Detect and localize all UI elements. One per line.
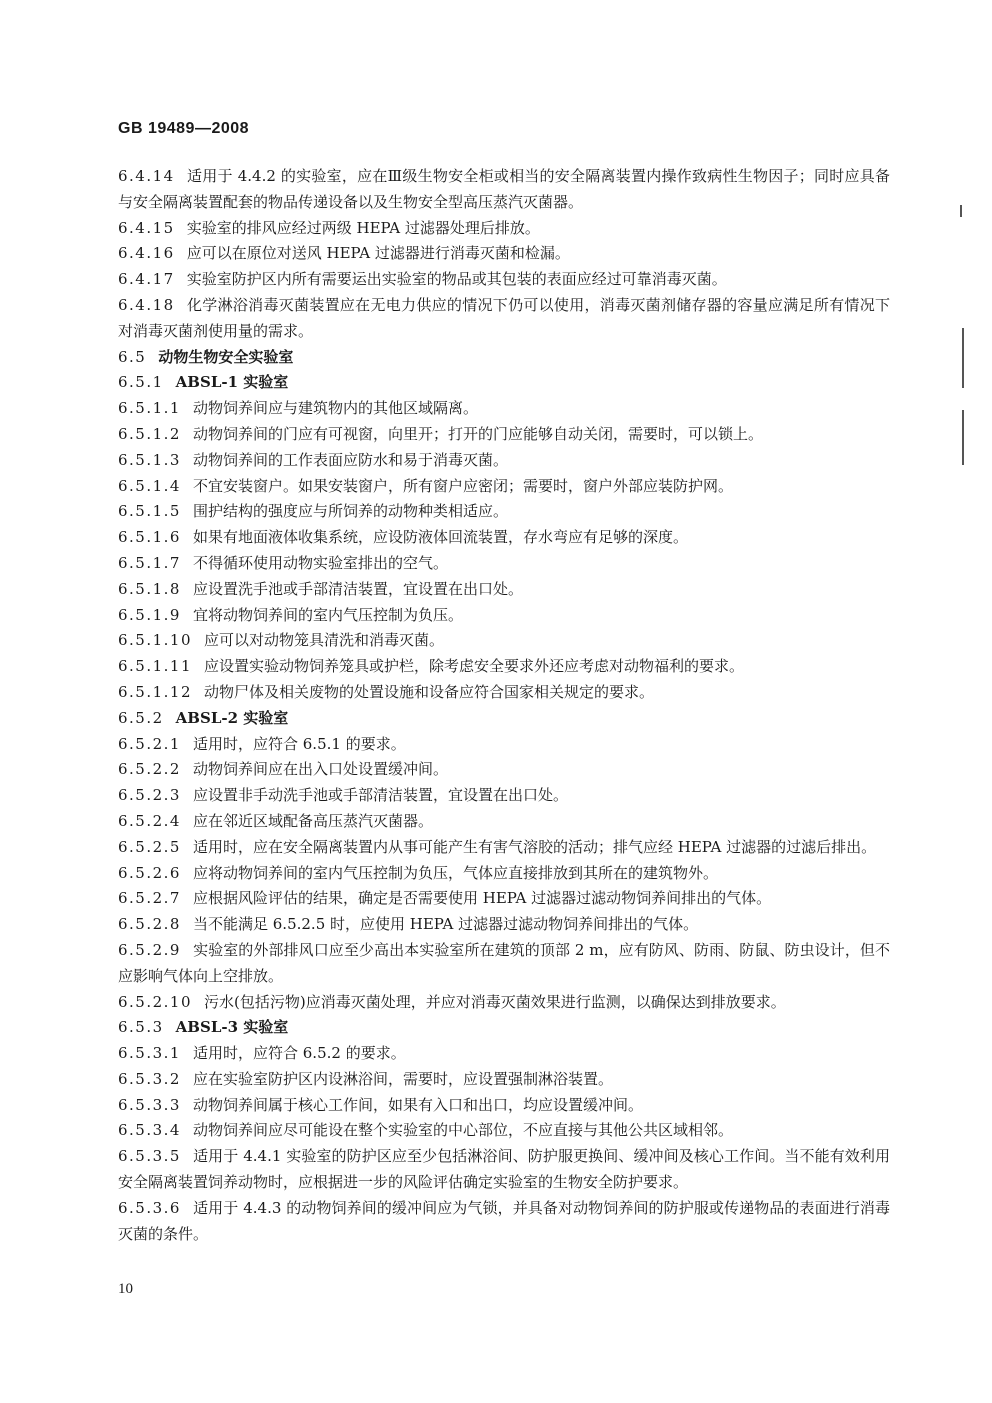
clause-text: 污水(包括污物)应消毒灭菌处理，并应对消毒灭菌效果进行监测，以确保达到排放要求。 [204,992,786,1011]
clause-text: 适用时，应符合 6.5.2 的要求。 [192,1044,406,1063]
clause-text: 动物饲养间应与建筑物内的其他区域隔离。 [192,399,478,418]
clause-paragraph [118,422,890,448]
clause-number: 6.5.2.7 [118,889,181,908]
clause-text: 适用于 4.4.3 的动物饲养间的缓冲间应为气锁，并具备对动物饲养间的防护服或传递物品的表面进行消毒灭菌的条件。 [118,1198,890,1243]
clause-number: 6.5.2.1 [118,734,181,753]
clause-paragraph [118,577,890,603]
clause-number: 6.5.1.8 [118,579,181,598]
clause-paragraph [118,551,890,577]
clause-text: 实验室的外部排风口应至少高出本实验室所在建筑的顶部 2 m，应有防风、防雨、防鼠、防虫设计，但不应影响气体向上空排放。 [118,940,890,985]
clause-text: 实验室防护区内所有需要运出实验室的物品或其包装的表面应经过可靠消毒灭菌。 [186,270,727,289]
clause-number: 6.5.1.4 [118,476,181,495]
clause-paragraph [118,1144,890,1196]
page-number: 10 [118,1281,133,1297]
clause-paragraph [118,1093,890,1119]
clause-number: 6.5.1.5 [118,502,181,521]
clause-paragraph [118,886,890,912]
clause-number: 6.5.2.2 [118,760,181,779]
clause-number: 6.5 [118,347,147,366]
clause-text: 不宜安装窗户。如果安装窗户，所有窗户应密闭；需要时，窗户外部应装防护网。 [192,476,733,495]
clause-number: 6.5.1 [118,373,164,392]
clause-paragraph [118,241,890,267]
clause-number: 6.5.2 [118,708,164,727]
clause-text: 动物饲养间应尽可能设在整个实验室的中心部位，不应直接与其他公共区域相邻。 [192,1121,733,1140]
clause-number: 6.4.17 [118,270,175,289]
clause-paragraph [118,293,890,345]
clause-text: 动物饲养间应在出入口处设置缓冲间。 [192,760,448,779]
document-body [118,164,890,1247]
clause-number: 6.5.3 [118,1018,164,1037]
clause-number: 6.5.1.9 [118,605,181,624]
section-heading [118,1015,890,1041]
clause-paragraph [118,835,890,861]
clause-paragraph [118,1041,890,1067]
clause-text: 应设置洗手池或手部清洁装置，宜设置在出口处。 [192,579,523,598]
clause-number: 6.5.3.6 [118,1198,181,1217]
clause-paragraph [118,680,890,706]
clause-text: 应在邻近区域配备高压蒸汽灭菌器。 [192,811,433,830]
clause-paragraph [118,499,890,525]
clause-text: 应根据风险评估的结果，确定是否需要使用 HEPA 过滤器过滤动物饲养间排出的气体。 [192,889,772,908]
clause-number: 6.5.2.10 [118,992,193,1011]
clause-number: 6.5.1.6 [118,528,181,547]
clause-text: 动物饲养间属于核心工作间，如果有入口和出口，均应设置缓冲间。 [192,1095,643,1114]
clause-text: 实验室的排风应经过两级 HEPA 过滤器处理后排放。 [186,218,540,237]
clause-number: 6.5.1.1 [118,399,181,418]
clause-paragraph [118,783,890,809]
clause-paragraph [118,164,890,216]
clause-number: 6.5.1.3 [118,450,181,469]
clause-paragraph [118,216,890,242]
clause-number: 6.5.2.5 [118,837,181,856]
clause-text: 动物生物安全实验室 [158,347,294,366]
clause-paragraph [118,267,890,293]
clause-paragraph [118,861,890,887]
clause-number: 6.4.16 [118,244,175,263]
clause-text: 应设置实验动物饲养笼具或护栏，除考虑安全要求外还应考虑对动物福利的要求。 [204,657,745,676]
clause-number: 6.5.1.12 [118,682,193,701]
clause-text: ABSL-1 实验室 [175,373,289,392]
clause-number: 6.4.18 [118,295,175,314]
section-heading [118,706,890,732]
clause-text: 应将动物饲养间的室内气压控制为负压，气体应直接排放到其所在的建筑物外。 [192,863,718,882]
clause-number: 6.4.15 [118,218,175,237]
clause-paragraph [118,525,890,551]
clause-number: 6.5.3.5 [118,1147,181,1166]
clause-text: 不得循环使用动物实验室排出的空气。 [192,553,448,572]
clause-text: 宜将动物饲养间的室内气压控制为负压。 [192,605,463,624]
clause-text: 适用时，应在安全隔离装置内从事可能产生有害气溶胶的活动；排气应经 HEPA 过滤器的过滤后排出。 [192,837,877,856]
section-heading [118,345,890,371]
clause-number: 6.5.2.9 [118,940,181,959]
clause-number: 6.4.14 [118,167,175,185]
clause-number: 6.5.2.3 [118,786,181,805]
clause-number: 6.5.2.6 [118,863,181,882]
clause-number: 6.5.1.2 [118,424,181,443]
clause-number: 6.5.2.4 [118,811,181,830]
clause-number: 6.5.1.7 [118,553,181,572]
clause-text: 围护结构的强度应与所饲养的动物种类相适应。 [192,502,508,521]
clause-paragraph [118,1196,890,1248]
clause-paragraph [118,474,890,500]
document-header: GB 19489—2008 [118,120,250,137]
clause-paragraph [118,757,890,783]
clause-number: 6.5.3.2 [118,1069,181,1088]
clause-text: 适用于 4.4.2 的实验室，应在Ⅲ级生物安全柜或相当的安全隔离装置内操作致病性生物因子；同时应具备与安全隔离装置配套的物品传递设备以及生物安全型高压蒸汽灭菌器。 [118,167,890,211]
clause-number: 6.5.1.11 [118,657,193,676]
clause-text: 适用时，应符合 6.5.1 的要求。 [192,734,406,753]
clause-paragraph [118,990,890,1016]
clause-paragraph [118,448,890,474]
clause-paragraph [118,396,890,422]
clause-text: 应可以对动物笼具清洗和消毒灭菌。 [204,631,445,650]
clause-text: 化学淋浴消毒灭菌装置应在无电力供应的情况下仍可以使用，消毒灭菌剂储存器的容量应满足所有情况下对消毒灭菌剂使用量的需求。 [118,295,890,340]
margin-mark [960,205,962,217]
clause-paragraph [118,654,890,680]
clause-number: 6.5.3.1 [118,1044,181,1063]
clause-paragraph [118,603,890,629]
clause-text: 当不能满足 6.5.2.5 时，应使用 HEPA 过滤器过滤动物饲养间排出的气体。 [192,915,699,934]
clause-paragraph [118,912,890,938]
margin-mark [962,328,964,388]
clause-text: 动物饲养间的工作表面应防水和易于消毒灭菌。 [192,450,508,469]
clause-text: 应设置非手动洗手池或手部清洁装置，宜设置在出口处。 [192,786,568,805]
clause-paragraph [118,809,890,835]
clause-paragraph [118,938,890,990]
clause-paragraph [118,628,890,654]
section-heading [118,370,890,396]
clause-text: 适用于 4.4.1 实验室的防护区应至少包括淋浴间、防护服更换间、缓冲间及核心工作间。当不能有效利用安全隔离装置饲养动物时，应根据进一步的风险评估确定实验室的生物安全防护要求。 [118,1147,890,1192]
clause-text: 动物饲养间的门应有可视窗，向里开；打开的门应能够自动关闭，需要时，可以锁上。 [192,424,763,443]
clause-paragraph [118,1118,890,1144]
clause-text: ABSL-2 实验室 [175,708,289,727]
clause-paragraph [118,732,890,758]
clause-text: 应可以在原位对送风 HEPA 过滤器进行消毒灭菌和检漏。 [186,244,570,263]
clause-number: 6.5.3.4 [118,1121,181,1140]
clause-text: ABSL-3 实验室 [175,1018,289,1037]
clause-text: 动物尸体及相关废物的处置设施和设备应符合国家相关规定的要求。 [204,682,655,701]
margin-mark [962,410,964,465]
clause-number: 6.5.3.3 [118,1095,181,1114]
clause-text: 应在实验室防护区内设淋浴间，需要时，应设置强制淋浴装置。 [192,1069,613,1088]
clause-number: 6.5.2.8 [118,915,181,934]
clause-text: 如果有地面液体收集系统，应设防液体回流装置，存水弯应有足够的深度。 [192,528,688,547]
clause-number: 6.5.1.10 [118,631,193,650]
clause-paragraph [118,1067,890,1093]
